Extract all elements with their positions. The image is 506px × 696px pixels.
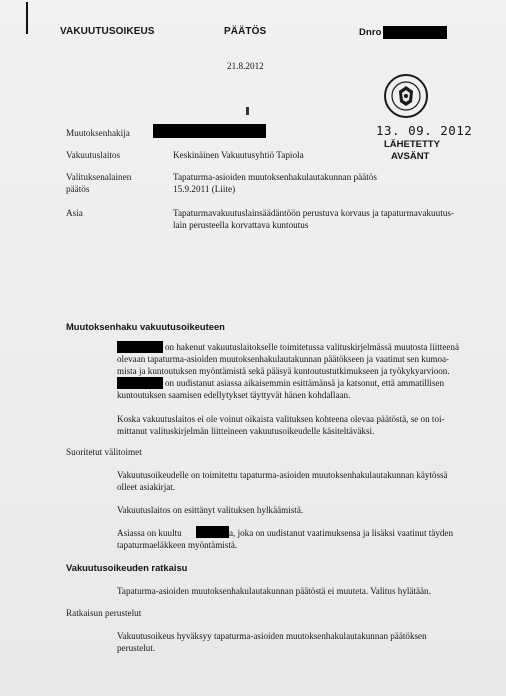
redacted-name-1 [117, 341, 163, 353]
scan-smudge [246, 107, 249, 115]
matter-value-1: Tapaturmavakuutuslainsäädäntöön perustuva korvaus ja tapaturmavakuutus- [173, 208, 455, 218]
forwarding-paragraph-line-1: Koska vakuutuslaitos ei ole voinut oikaista valituksen kohteena olevaa päätöstä, se on toi- [117, 414, 445, 424]
ruling-paragraph: Tapaturma-asioiden muutoksenhakulautakunnan päätöstä ei muuteta. Valitus hylätään. [117, 586, 431, 596]
interim-paragraph-1-line-1: Vakuutusoikeudelle on toimitettu tapaturma-asioiden muutoksenhakulautakunnan käytössä [117, 470, 448, 480]
appeal-paragraph-line-3: mista ja kuntoutuksen myöntämistä sekä pääsyä kuntoutustutkimukseen ja työkykyarvioon. [117, 366, 450, 376]
matter-label: Asia [66, 208, 83, 218]
decision-date: 21.8.2012 [227, 61, 264, 71]
stamp-line-sent-fi: LÄHETETTY [384, 139, 440, 150]
redacted-dnro [383, 26, 447, 39]
interim-paragraph-3-prefix: Asiassa on kuultu [117, 528, 182, 538]
reasons-paragraph-line-2: perustelut. [117, 643, 156, 653]
interim-paragraph-3-line-2: tapaturmaeläkkeen myöntämistä. [117, 540, 238, 550]
appeal-paragraph-line-5: kuntoutuksen saamisen edellytykset täyttyvät hänen kohdallaan. [117, 390, 351, 400]
appealed-decision-value-2: 15.9.2011 (Liite) [173, 184, 236, 194]
appealed-decision-label-2: päätös [66, 184, 90, 194]
appeal-paragraph-line-2: olevaan tapaturma-asioiden muutoksenhakulautakunnan päätökseen ja vaatinut sen kumoa- [117, 354, 450, 364]
insurer-value: Keskinäinen Vakuutusyhtiö Tapiola [173, 150, 304, 160]
redacted-name-2 [117, 377, 163, 389]
seal-stamp [383, 73, 429, 119]
reasons-paragraph-line-1: Vakuutusoikeus hyväksyy tapaturma-asioiden muutoksenhakulautakunnan päätöksen [117, 631, 427, 641]
document-type: PÄÄTÖS [224, 26, 267, 37]
matter-value-2: lain perusteella korvattava kuntoutus [173, 220, 309, 230]
interim-paragraph-2: Vakuutuslaitos on esittänyt valituksen hylkäämistä. [117, 505, 304, 515]
appealed-decision-value-1: Tapaturma-asioiden muutoksenhakulautakunnan päätös [173, 172, 377, 182]
dnro-label: Dnro [359, 27, 382, 38]
appeal-paragraph-line-4: on uudistanut asiassa aikaisemmin esittämänsä ja katsonut, että ammatillisen [165, 378, 445, 388]
stamp-date: 13. 09. 2012 [376, 123, 473, 138]
stamp-line-sent-sv: AVSÄNT [391, 151, 430, 162]
applicant-label: Muutoksenhakija [66, 128, 130, 138]
section-heading-appeal: Muutoksenhaku vakuutusoikeuteen [66, 321, 225, 332]
section-heading-ruling: Vakuutusoikeuden ratkaisu [66, 562, 188, 573]
forwarding-paragraph-line-2: mittanut valituskirjelmän liitteineen vakuutusoikeudelle käsiteltäväksi. [117, 426, 375, 436]
appeal-paragraph-line-1: on hakenut vakuutuslaitokselle toimitetussa valituskirjelmässä muutosta liitteenä [165, 342, 459, 352]
insurer-label: Vakuutuslaitos [66, 150, 121, 160]
court-name: VAKUUTUSOIKEUS [60, 26, 155, 37]
appealed-decision-label-1: Valituksenalainen [66, 172, 132, 182]
redacted-applicant-name [153, 124, 266, 138]
ruling-reasons-heading: Ratkaisun perustelut [66, 608, 142, 618]
interim-paragraph-1-line-2: olleet asiakirjat. [117, 482, 176, 492]
margin-mark [26, 2, 28, 34]
interim-paragraph-3-suffix: a, joka on uudistanut vaatimuksensa ja lisäksi vaatinut täyden [229, 528, 454, 538]
section-heading-interim-measures: Suoritetut välitoimet [66, 447, 142, 457]
redacted-name-3 [196, 526, 229, 538]
